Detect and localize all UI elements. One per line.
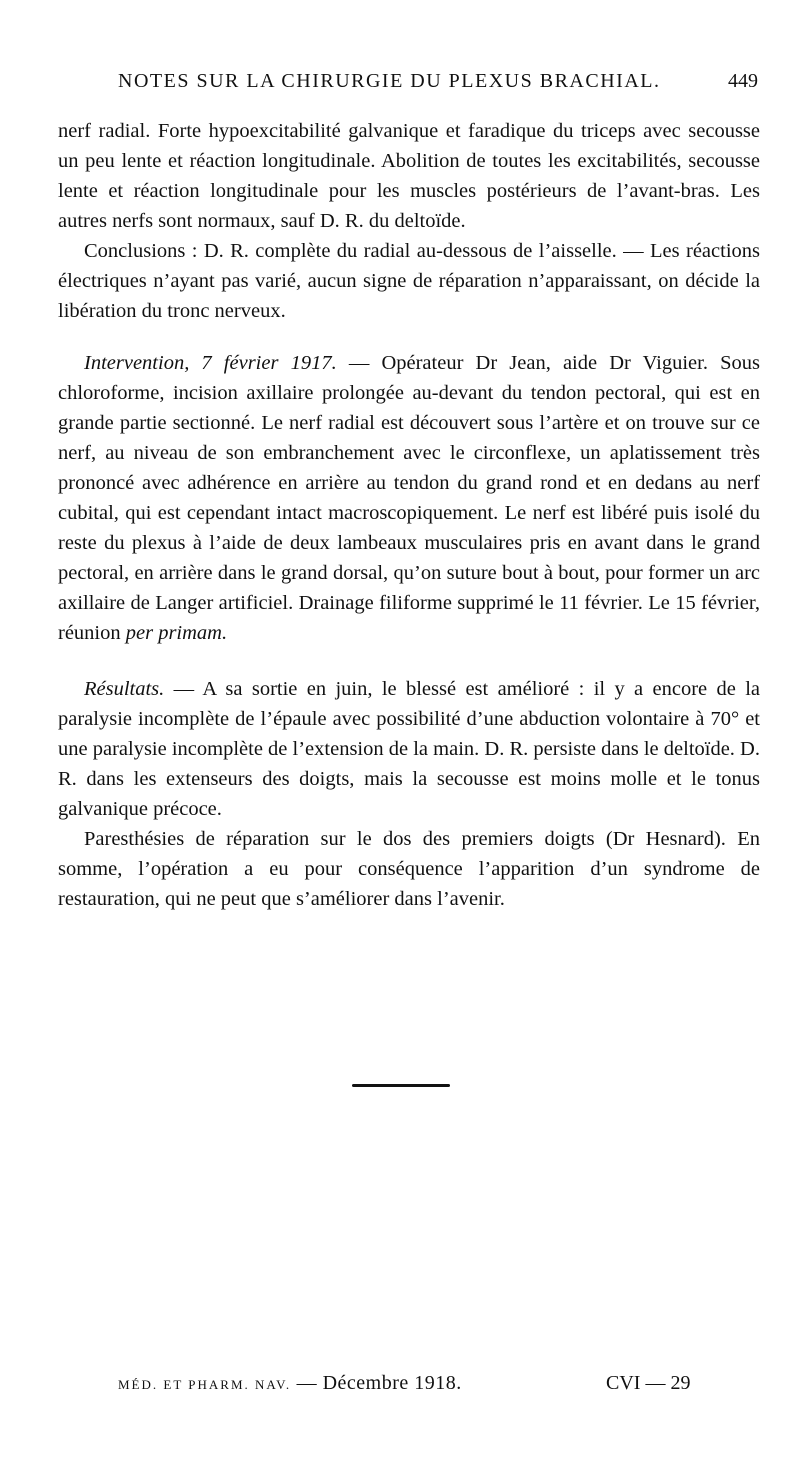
body-text xyxy=(58,116,760,914)
paragraph-intervention xyxy=(58,348,760,648)
paragraph-1: nerf radial. Forte hypoexcitabilité galvanique et faradique du triceps avec secousse un peu lente et réaction longitudinale. Abolition de toutes les excitabilités, secousse lente et réaction longitudinale pour les muscles postérieurs de l’avant-bras. Les autres nerfs sont normaux, sauf D. R. du deltoïde. xyxy=(58,120,760,232)
intervention-text: — Opérateur Dr Jean, aide Dr Viguier. Sous chloroforme, incision axillaire prolongée au-devant du tendon pectoral, qui est en grande partie sectionné. Le nerf radial est découvert sous l’artère et on trouve sur ce nerf, au niveau de son embranchement avec le circonflexe, un aplatissement très prononcé avec adhérence en arrière au tendon du grand rond et en dedans au nerf cubital, qui est cependant intact macroscopiquement. Le nerf est libéré puis isolé du reste du plexus à l’aide de deux lambeaux musculaires pris en avant dans le grand pectoral, en arrière dans le grand dorsal, qu’on suture bout à bout, pour former un arc axillaire de Langer artificiel. Drainage filiforme supprimé le 11 février. Le 15 février, réunion xyxy=(58,352,760,644)
footer-date: — Décembre 1918. xyxy=(291,1372,462,1394)
footer-journal: MÉD. ET PHARM. NAV. xyxy=(118,1377,292,1392)
intervention-label: Intervention, 7 février 1917. xyxy=(84,352,337,374)
page-footer xyxy=(118,1372,718,1398)
page-number: 449 xyxy=(728,70,758,92)
results-label: Résultats. xyxy=(84,678,165,700)
paragraph-paresthesies: Paresthésies de réparation sur le dos des premiers doigts (Dr Hesnard). En somme, l’opération a eu pour conséquence l’apparition d’un syndrome de restauration, qui ne peut que s’améliorer dans l’avenir. xyxy=(58,828,760,910)
page-header xyxy=(58,70,758,100)
intervention-italic-end: per primam. xyxy=(125,622,228,644)
paragraph-conclusions: Conclusions : D. R. complète du radial au-dessous de l’aisselle. — Les réactions électriques n’ayant pas varié, aucun signe de réparation n’apparaissant, on décide la libération du tronc nerveux. xyxy=(58,240,760,322)
footer-signature: CVI — 29 xyxy=(606,1372,691,1394)
paragraph-results xyxy=(58,674,760,824)
results-text: — A sa sortie en juin, le blessé est amélioré : il y a encore de la paralysie incomplète de l’épaule avec possibilité d’une abduction volontaire à 70° et une paralysie incomplète de l’extension de la main. D. R. persiste dans le deltoïde. D. R. dans les extenseurs des doigts, mais la secousse est moins molle et le tonus galvanique précoce. xyxy=(58,678,760,820)
section-divider xyxy=(352,1084,450,1087)
running-title: NOTES SUR LA CHIRURGIE DU PLEXUS BRACHIAL. xyxy=(118,70,661,92)
footer-journal-line xyxy=(118,1372,462,1395)
